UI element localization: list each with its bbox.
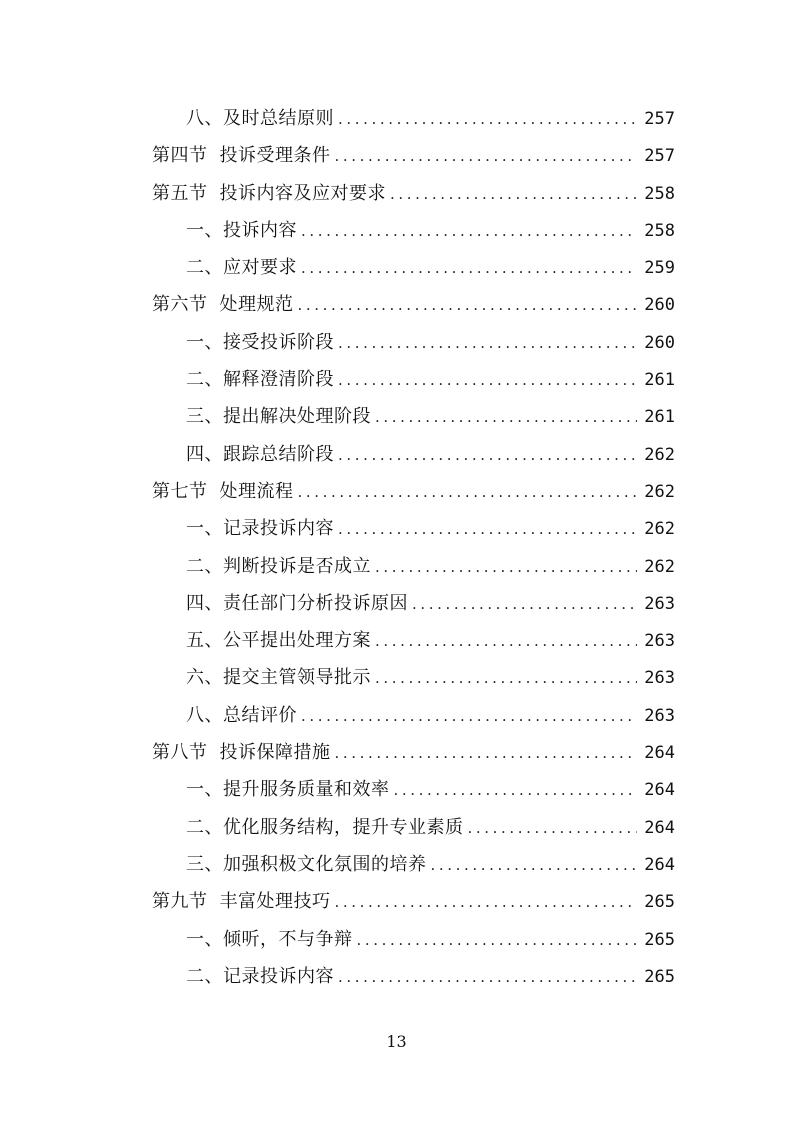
toc-dot-leader: [338, 325, 637, 362]
toc-page-number: 262: [644, 519, 675, 540]
toc-section-label: 第九节: [152, 891, 208, 913]
toc-entry-text: 投诉受理条件: [219, 145, 331, 167]
toc-page-number: 262: [644, 481, 675, 502]
toc-section-entry[interactable]: [152, 175, 675, 212]
toc-section-entry[interactable]: [152, 734, 675, 771]
toc-dot-leader: [338, 101, 637, 138]
toc-entry-title: [186, 249, 297, 286]
toc-page-number: 260: [644, 295, 675, 316]
toc-section-label: 第七节: [152, 480, 208, 502]
toc-subsection-entry[interactable]: [152, 324, 675, 361]
toc-dot-leader: [301, 213, 637, 250]
toc-page-number: 261: [644, 370, 675, 391]
toc-page-number: 264: [644, 854, 675, 875]
toc-entry-title: [186, 212, 297, 249]
toc-entry-title: [186, 771, 390, 808]
toc-section-label: 第八节: [152, 742, 208, 764]
toc-subsection-entry[interactable]: [152, 585, 675, 622]
toc-entry-title: [186, 809, 464, 846]
toc-entry-title: [152, 175, 386, 212]
toc-entry-title: [152, 883, 331, 920]
toc-entry-title: [186, 846, 427, 883]
toc-page-number: 262: [644, 444, 675, 465]
toc-entry-title: [186, 958, 334, 995]
toc-entry-text: 丰富处理技巧: [219, 891, 331, 913]
toc-dot-leader: [298, 474, 638, 511]
toc-entry-text: 处理规范: [219, 294, 294, 316]
toc-dot-leader: [468, 810, 638, 847]
toc-entry-text: 四、责任部门分析投诉原因: [186, 592, 408, 614]
toc-page-number: 262: [644, 556, 675, 577]
toc-page-number: 264: [644, 817, 675, 838]
toc-entry-text: 三、加强积极文化氛围的培养: [186, 853, 427, 875]
toc-section-label: 第四节: [152, 145, 208, 167]
toc-subsection-entry[interactable]: [152, 622, 675, 659]
toc-entry-text: 一、提升服务质量和效率: [186, 779, 390, 801]
toc-dot-leader: [394, 772, 638, 809]
toc-section-entry[interactable]: [152, 883, 675, 920]
toc-entry-text: 一、记录投诉内容: [186, 518, 334, 540]
toc-entry-text: 二、优化服务结构，提升专业素质: [186, 816, 464, 838]
toc-dot-leader: [301, 698, 637, 735]
toc-page-number: 265: [644, 966, 675, 987]
toc-entry-title: [152, 734, 331, 771]
toc-page-number: 263: [644, 668, 675, 689]
toc-page-number: 258: [644, 220, 675, 241]
toc-dot-leader: [375, 549, 637, 586]
toc-subsection-entry[interactable]: [152, 921, 675, 958]
toc-subsection-entry[interactable]: [152, 361, 675, 398]
toc-page-number: 258: [644, 183, 675, 204]
toc-subsection-entry[interactable]: [152, 510, 675, 547]
toc-dot-leader: [412, 586, 637, 623]
table-of-contents: [152, 100, 675, 995]
toc-page-number: 263: [644, 593, 675, 614]
toc-dot-leader: [375, 660, 637, 697]
toc-entry-title: [186, 585, 408, 622]
toc-subsection-entry[interactable]: [152, 771, 675, 808]
toc-dot-leader: [390, 176, 637, 213]
toc-page-number: 264: [644, 743, 675, 764]
toc-dot-leader: [338, 437, 637, 474]
toc-entry-title: [186, 324, 334, 361]
toc-entry-text: 三、提出解决处理阶段: [186, 406, 371, 428]
toc-subsection-entry[interactable]: [152, 846, 675, 883]
toc-dot-leader: [338, 959, 637, 996]
toc-dot-leader: [301, 250, 637, 287]
toc-entry-text: 一、投诉内容: [186, 219, 297, 241]
toc-dot-leader: [357, 922, 638, 959]
toc-entry-text: 四、跟踪总结阶段: [186, 443, 334, 465]
toc-entry-text: 二、解释澄清阶段: [186, 369, 334, 391]
toc-subsection-entry[interactable]: [152, 659, 675, 696]
toc-subsection-entry[interactable]: [152, 809, 675, 846]
toc-section-entry[interactable]: [152, 286, 675, 323]
toc-subsection-entry[interactable]: [152, 100, 675, 137]
toc-dot-leader: [338, 511, 637, 548]
toc-entry-text: 一、倾听，不与争辩: [186, 928, 353, 950]
toc-page-number: 257: [644, 109, 675, 129]
toc-dot-leader: [298, 287, 638, 324]
toc-page-number: 263: [644, 705, 675, 726]
toc-entry-title: [186, 436, 334, 473]
toc-entry-text: 投诉内容及应对要求: [219, 182, 386, 204]
toc-page-number: 263: [644, 631, 675, 652]
toc-subsection-entry[interactable]: [152, 249, 675, 286]
toc-entry-text: 一、接受投诉阶段: [186, 331, 334, 353]
toc-section-entry[interactable]: [152, 137, 675, 174]
toc-entry-text: 二、应对要求: [186, 257, 297, 279]
toc-entry-text: 五、公平提出处理方案: [186, 630, 371, 652]
toc-entry-title: [186, 659, 371, 696]
toc-entry-title: [186, 548, 371, 585]
toc-entry-title: [152, 473, 294, 510]
toc-subsection-entry[interactable]: [152, 697, 675, 734]
toc-page-number: 261: [644, 407, 675, 428]
toc-dot-leader: [338, 362, 637, 399]
toc-entry-title: [186, 697, 297, 734]
toc-entry-text: 投诉保障措施: [219, 742, 331, 764]
toc-entry-text: 处理流程: [219, 480, 294, 502]
toc-section-label: 第五节: [152, 182, 208, 204]
toc-entry-title: [186, 361, 334, 398]
toc-dot-leader: [335, 138, 638, 175]
toc-entry-title: [152, 286, 294, 323]
toc-entry-text: 八、及时总结原则: [186, 108, 334, 129]
toc-subsection-entry[interactable]: [152, 436, 675, 473]
toc-subsection-entry[interactable]: [152, 958, 675, 995]
toc-entry-title: [186, 398, 371, 435]
toc-page-number: 265: [644, 929, 675, 950]
toc-dot-leader: [375, 623, 637, 660]
toc-dot-leader: [335, 735, 638, 772]
toc-page-number: 265: [644, 892, 675, 913]
toc-dot-leader: [431, 847, 638, 884]
toc-dot-leader: [375, 399, 637, 436]
toc-page-number: 259: [644, 258, 675, 279]
toc-entry-title: [152, 137, 331, 174]
toc-subsection-entry[interactable]: [152, 548, 675, 585]
toc-section-entry[interactable]: [152, 473, 675, 510]
page-number: 13: [386, 1032, 407, 1051]
toc-entry-text: 八、总结评价: [186, 704, 297, 726]
toc-entry-text: 二、记录投诉内容: [186, 965, 334, 987]
toc-page-number: 257: [644, 146, 675, 167]
toc-dot-leader: [335, 884, 638, 921]
toc-entry-title: [186, 100, 334, 137]
toc-entry-title: [186, 510, 334, 547]
toc-section-label: 第六节: [152, 294, 208, 316]
toc-subsection-entry[interactable]: [152, 212, 675, 249]
toc-page-number: 260: [644, 332, 675, 353]
toc-page-number: 264: [644, 780, 675, 801]
toc-entry-title: [186, 622, 371, 659]
toc-entry-title: [186, 921, 353, 958]
toc-entry-text: 二、判断投诉是否成立: [186, 555, 371, 577]
toc-subsection-entry[interactable]: [152, 398, 675, 435]
toc-entry-text: 六、提交主管领导批示: [186, 667, 371, 689]
